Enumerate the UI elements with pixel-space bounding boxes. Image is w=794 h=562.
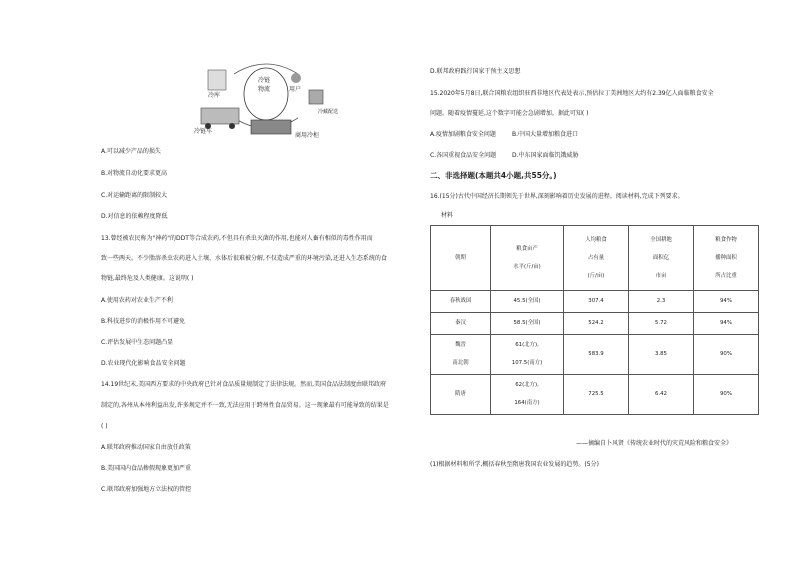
table-row [431,313,759,335]
area-cell: 6.42 [629,375,694,415]
table-header-row [431,226,759,291]
user-icon [291,73,301,83]
q13-option-b: B.科技进步的消极作用不可避免 [101,318,186,325]
header-cell [491,226,564,291]
q14-option-b: B.美国国内食品掺假现象更加严重 [101,465,192,472]
percap-cell: 307.4 [564,291,629,313]
q13-line-1: 13.曾经被农民称为"神药"的DDT等合成农药,不但具有杀虫灭菌的作用,也能对人畜有相似的毒性作用而 [101,235,373,242]
q15-option-b: B.中国大量增加粮食进口 [512,131,579,138]
material-label: 材料 [441,212,454,219]
q12-option-d: D.对信息的依赖程度降低 [101,213,168,220]
percap-cell: 524.2 [564,313,629,335]
share-cell: 94% [694,313,759,335]
share-cell: 90% [694,375,759,415]
diagram-label-cold-storage: 冷库 [208,92,221,99]
table-row [431,375,759,415]
q14-line-2: 制定的,各州从本州利益出发,许多规定并不一致,无法应用于跨州性食品贸易。这一现象最有可能导致的结果是 [101,402,389,409]
grain-table [430,225,759,415]
area-cell: 2.3 [629,291,694,313]
header-text: 朝期 [455,254,466,261]
era-text: 魏晋 [455,342,466,348]
q12-option-a: A.可以减少产品的损失 [101,148,161,155]
q12-option-b: B.对物流自动化要求更高 [101,170,168,177]
q12-option-c: C.对运输距离的限制较大 [101,192,168,199]
table-row [431,291,759,313]
q16-part-1: (1)根据材料和所学,概括春秋至隋唐我国农业发展的趋势。(5分) [430,461,599,468]
header-text: 粮食作物 [715,236,737,243]
header-cell [431,226,491,291]
header-cell [694,226,759,291]
table-row [431,335,759,375]
q13-line-3: 物链,最终危及人类健康。这说明( ) [101,275,194,282]
yield-cell: 45.5(全国) [491,291,564,313]
wheel-icon [229,123,235,129]
cold-chain-diagram [196,60,339,142]
q13-option-d: D.农业现代化影响食品安全问题 [101,360,186,367]
share-cell: 90% [694,335,759,375]
q15-line-1: 15.2020年5月8日,联合国粮农组织驻西非地区代表处表示,预估拉丁美洲地区大约有2.39亿人面临粮食安全 [430,90,714,97]
header-cell [629,226,694,291]
diagram-label-user: 用户 [289,86,302,93]
yield-text: 62(北方), [515,382,539,388]
q15-option-d: D.中东国家面临饥饿威胁 [512,152,579,159]
q14-option-a: A.联邦政府推动国家自由放任政策 [101,444,191,451]
era-text: 南北朝 [452,360,469,366]
era-cell: 秦汉 [431,313,491,335]
era-cell [431,335,491,375]
diagram-label-freezer: 商用冷柜 [295,132,320,139]
section-title: 二、非选择题(本题共4小题,共55分。) [430,171,557,180]
era-cell: 隋唐 [431,375,491,415]
yield-text: 164(南方) [514,400,540,406]
percap-cell: 725.5 [564,375,629,415]
q15-option-a: A.疫情加剧粮食安全问题 [430,131,496,138]
era-cell: 春秋战国 [431,291,491,313]
header-cell [564,226,629,291]
arrow-top [234,64,298,74]
yield-text: 61(北方), [515,342,539,348]
diagram-label-truck: 冷链车 [194,128,213,135]
q14-option-c: C.联邦政府加强地方立法权的管控 [101,486,192,493]
q13-option-a: A.使用农药对农业生产不利 [101,297,173,304]
q14-line-1: 14.19世纪末,美国西方要求的中央政府已针对食品质量规制定了法律法规。然而,美国食品法制度由联邦政府 [101,381,386,388]
diagram-label-delivery: 冷藏配送 [318,109,339,115]
q13-line-2: 致一些两天。不少脂溶杀虫农药进入土壤、水体后很难被分解,不仅造成严重的环境污染,还进入生态系统的食 [101,255,387,262]
q15-option-c: C.各国重视食品安全问题 [430,152,497,159]
header-text: 所占比重 [715,272,737,279]
delivery-box-icon [309,90,323,104]
center-circle [244,68,288,120]
header-text: 市亩 [655,272,667,279]
q16-intro: 16.(15分)古代中国经济长期领先于世界,深刻影响着历史发展的进程。阅读材料,完成下列要求。 [430,193,684,200]
area-cell: 5.72 [629,313,694,335]
cold-truck-icon [201,108,239,124]
yield-cell [491,375,564,415]
header-text: 粮食亩产 [516,245,538,252]
yield-text: 107.5(南方) [511,360,543,366]
q14-option-d: D.联邦政府践行国家干预主义思想 [430,68,521,75]
header-text: 占有量 [587,254,605,261]
header-text: 人均粮食 [585,236,607,243]
header-text: 全国耕地 [650,236,672,243]
yield-cell [491,335,564,375]
share-cell: 94% [694,291,759,313]
source-citation: ——摘编自卜风贤《传统农业时代的灾荒风险和粮食安全》 [576,440,733,447]
q14-line-3: ( ) [101,423,108,430]
header-text: 播种面积 [715,254,737,261]
header-text: (斤/亩) [587,272,605,279]
freezer-icon [251,120,291,134]
q15-line-2: 问题。随着疫情蔓延,这个数字可能会急剧增加。据此可知( ) [430,110,589,117]
header-text: 面积亿 [652,254,670,261]
diagram-center-bottom: 物流 [258,86,271,93]
cold-storage-icon [208,70,226,90]
area-cell: 3.85 [629,335,694,375]
diagram-center-top: 冷链 [258,77,271,84]
header-text: 水平(斤/亩) [513,263,541,270]
q13-option-c: C.评估发展中生态问题凸显 [101,339,174,346]
percap-cell: 583.9 [564,335,629,375]
yield-cell: 58.5(全国) [491,313,564,335]
